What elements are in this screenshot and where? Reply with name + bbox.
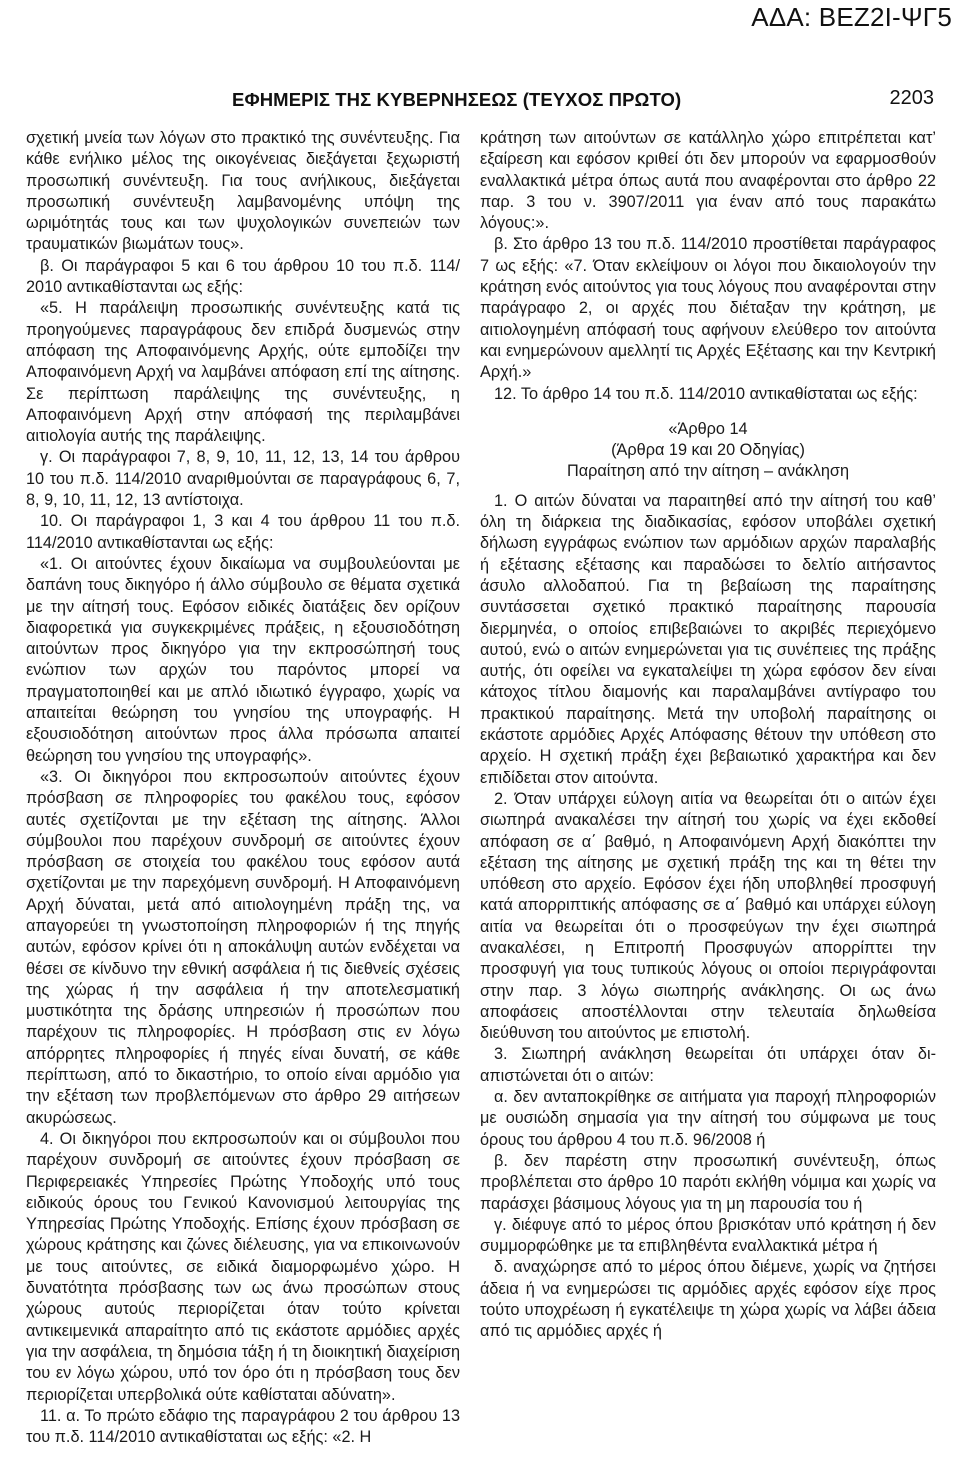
paragraph: σχετική μνεία των λόγων στο πρακτικό της συνέντευξης. Για κάθε ενήλικο μέλος της οικογένειας διεξάγεται ξεχωριστή προσωπική συνέντευξη. Για τους ανήλικους, διεξάγεται προσωπική συνέντευξη λαμβανομένης υπόψη της ωριμότητάς τους και των ψυχολογικών συνεπειών των τραυματικών βιωμάτων τους». (26, 129, 460, 254)
paragraph: γ. διέφυγε από το μέρος όπου βρισκόταν υπό κράτηση ή δεν συμμορφώθηκε με τα επιβληθέντα εναλλακτικά μέτρα ή (480, 1215, 936, 1256)
paragraph: β. Οι παράγραφοι 5 και 6 του άρθρου 10 του π.δ. 114/ 2010 αντικαθίστανται ως εξής: (26, 256, 460, 297)
header-title: ΕΦΗΜΕΡΙΣ ΤΗΣ ΚΥΒΕΡΝΗΣΕΩΣ (ΤΕΥΧΟΣ ΠΡΩΤΟ) (232, 89, 682, 110)
gazette-header (0, 89, 960, 117)
article-heading: «Άρθρο 14 (668, 419, 748, 438)
paragraph: 10. Οι παράγραφοι 1, 3 και 4 του άρθρου 11 του π.δ. 114/2010 αντικαθίστανται ως εξής: (26, 512, 460, 552)
paragraph: 1. Ο αιτών δύναται να παραιτηθεί από την αίτησή του καθ’ όλη τη διάρκεια της διαδικασίας, εφόσον υποβάλει σχετική δήλωση εγγράφως ενώπιον των αρμόδιων αρχών παραλαβής ή εξέτασης εξέτασης και παραδώσει το δελτίο αιτήσαντος άσυλο αλλοδαπού. Για τη βεβαίωση της παραίτησης συντάσσεται σχετικό πρακτικό παραίτησης παρουσία διερμηνέα, ο οποίος επιβεβαιώνει το ακριβές περιεχόμενο αυτού, ενώ ο αιτών ενημερώνεται για τις συνέπειες της πράξης αυτής, ότι οφείλει να εγκαταλείψει τη χώρα εφόσον δεν είναι κάτοχος τίτλου διαμονής και παραλαμβάνει αντίγραφο του πρακτικού παραίτησης. Μετά την υποβολή παραίτησης οι εκάστοτε αρμόδιες Αρχές Απόφασης θέτουν την υπόθεση στο αρχείο. Η σχετική πράξη έχει βεβαιωτικό χαρακτήρα και δεν επιδίδεται στον αιτούντα. (480, 491, 936, 787)
spacer (480, 483, 936, 491)
paragraph: β. Στο άρθρο 13 του π.δ. 114/2010 προστίθεται παράγραφος 7 ως εξής: «7. Όταν εκλείψουν οι λόγοι που δικαιολογούν την κράτηση ενός αιτούντος για τους λόγους που αναφέρονται στην παράγραφο 2, οι αρχές που διέταξαν την κράτηση, με αιτιολογημένη απόφασή τους αφήνουν ελεύθερο τον αιτούντα και ενημερώνουν αμελλητί τις Αρχές Εξέτασης και την Κεντρική Αρχή.» (480, 235, 936, 382)
ada-code: ΑΔΑ: ΒΕΖ2Ι-ΨΓ5 (751, 2, 952, 32)
article-subheading: (Άρθρα 19 και 20 Οδηγίας) (611, 441, 805, 460)
paragraph: κράτηση των αιτούντων σε κατάλληλο χώρο επιτρέπεται κατ’ εξαίρεση και εφόσον κριθεί ότι δεν μπορούν να εφαρμοσθούν εναλλακτικά μέτρα όπως αυτά που αναφέρονται στο άρθρο 22 παρ. 3 του ν. 3907/2011 για έναν από τους παρακάτω λόγους:». (480, 129, 936, 233)
paragraph: 2. Όταν υπάρχει εύλογη αιτία να θεωρείται ότι ο αιτών έχει σιωπηρά ανακαλέσει την αίτησή του χωρίς να έχει εκδοθεί απόφαση σε α΄ βαθμό, η Αποφαινόμενη Αρχή διακόπτει την εξέταση της αίτησης με σχετική πράξη της και τη θέτει την υπόθεση στο αρχείο. Εφόσον έχει ήδη υποβληθεί προσφυγή κατά απορριπτικής απόφασης σε α΄ βαθμό και υπάρχει εύλογη αιτία να θεωρείται ότι ο προσφεύγων την έχει σιωπηρά ανακαλέσει, η Επιτροπή Προσφυγών απορρίπτει την προσφυγή για τους τυπικούς λόγους οι οποίοι περιγράφονται στην παρ. 3 λόγω σιωπηρής ανάκλησης. Οι ως άνω αποφάσεις αποστέλλονται στην τελευταία δηλωθείσα διεύθυνση του αιτούντος με επιστολή. (480, 789, 936, 1043)
spacer (480, 405, 936, 419)
right-column (480, 128, 936, 1343)
paragraph: «5. Η παράλειψη προσωπικής συνέντευξης κατά τις προηγούμενες παραγράφους δεν επιδρά δυσμενώς στην απόφαση της Αποφαινόμενης Αρχής, ούτε εμποδίζει την Αποφαινόμενη Αρχή να λαμβάνει απόφαση επί της αίτησης. Σε περίπτωση παράλειψης της συνέντευξης, η Αποφαινόμενη Αρχή στην απόφασή της περιλαμβάνει αιτιολογία αυτής της παράλειψης. (26, 299, 460, 446)
paragraph: 3. Σιωπηρή ανάκληση θεωρείται ότι υπάρχει όταν διαπιστώνεται ότι ο αιτών: (480, 1045, 936, 1085)
paragraph: δ. αναχώρησε από το μέρος όπου διέμενε, χωρίς να ζητήσει άδεια ή να ενημερώσει τις αρμόδιες αρχές εφόσον είχε προς τούτο υποχρέωση ή εγκατέλειψε τη χώρα χωρίς να λάβει άδεια από τις αρμόδιες αρχές ή (480, 1258, 936, 1341)
page-number: 2203 (889, 87, 934, 109)
paragraph: 12. Το άρθρο 14 του π.δ. 114/2010 αντικαθίσταται ως εξής: (494, 384, 918, 403)
paragraph: «1. Οι αιτούντες έχουν δικαίωμα να συμβουλεύονται με δαπάνη τους δικηγόρο ή άλλο σύμβουλο σε θέματα σχετικά με την αίτησή τους. Εφόσον ειδικές διατάξεις δεν ορίζουν διαφορετικά για συγκεκριμένες πράξεις, η εξουσιοδότηση αιτούντων προς δικηγόρο για την εκπροσώπησή τους ενώπιον των αρχών του παρόντος μπορεί να πραγματοποιηθεί και με απλό ιδιωτικό έγγραφο, χωρίς να απαιτείται θεώρηση του γνησίου της υπογραφής. Η εξουσιοδότηση αιτούντων προς άλλα πρόσωπα απαιτεί θεώρηση του γνησίου της υπογραφής». (26, 554, 460, 765)
paragraph: γ. Οι παράγραφοι 7, 8, 9, 10, 11, 12, 13, 14 του άρθρου 10 του π.δ. 114/2010 αναριθμούνται σε παραγράφους 6, 7, 8, 9, 10, 11, 12, 13 αντίστοιχα. (26, 448, 460, 510)
paragraph: 4. Οι δικηγόροι που εκπροσωπούν και οι σύμβουλοι που παρέχουν συνδρομή σε αιτούντες έχουν πρόσβαση σε Περιφερειακές Υπηρεσίες Πρώτης Υποδοχής υπό τους ειδικούς όρους του Γενικού Κανονισμού λειτουργίας της Υπηρεσίας Πρώτης Υποδοχής. Επίσης έχουν πρόσβαση σε χώρους κράτησης και ζώνες διέλευσης, για να επικοινωνούν με τους αιτούντες, σε ειδικά διαμορφωμένο χώρο. Η δυνατότητα πρόσβασης των ως άνω προσώπων στους χώρους αυτούς περιορίζεται όταν τούτο κρίνεται αντικειμενικά απαραίτητο από τις εκάστοτε αρμόδιες αρχές για την ασφάλεια, τη δημόσια τάξη ή τη διοικητική διαχείριση του εν λόγω χώρου, υπό τον όρο ότι η πρόσβαση τους δεν περιορίζεται υπερβολικά ούτε καθίσταται αδύνατη». (26, 1129, 460, 1404)
paragraph: «3. Οι δικηγόροι που εκπροσωπούν αιτούντες έχουν πρόσβαση σε πληροφορίες του φακέλου τους, εφόσον αυτές σχετίζονται με την εξέταση της αίτησης. Άλλοι σύμβουλοι που παρέχουν συνδρομή σε αιτούντες έχουν πρόσβαση σε στοιχεία του φακέλου τους εφόσον αυτά σχετίζονται με την παρεχόμενη συνδρομή. Η Αποφαινόμενη Αρχή δύναται, μετά από αιτιολογημένη πράξη της, να απαγορεύει τη γνωστοποίηση πληροφοριών ή της πηγής αυτών, εφόσον κρίνει ότι η αποκάλυψη αυτών ενδέχεται να θέσει σε κίνδυνο την εθνική ασφάλεια ή τις διεθνείς σχέσεις της χώρας ή την ασφάλεια ή την αποτελεσματική μυστικότητα της δράσης υπηρεσιών ή προσώπων που παρέχουν τις πληροφορίες. Η πρόσβαση στις εν λόγω απόρρητες πληροφορίες ή πηγές είναι δυνατή, σε κάθε περίπτωση, από το δικαστήριο, το οποίο είναι αρμόδιο για την εξέταση των προβλεπόμενων στο άρθρο 29 αιτήσεων ακυρώσεως. (26, 767, 460, 1127)
left-column (26, 128, 460, 1448)
article-title: Παραίτηση από την αίτηση – ανάκληση (566, 462, 850, 481)
paragraph: 11. α. Το πρώτο εδάφιο της παραγράφου 2 του άρθρου 13 του π.δ. 114/2010 αντικαθίσταται ως εξής: «2. Η (26, 1406, 460, 1447)
paragraph: α. δεν ανταποκρίθηκε σε αιτήματα για παροχή πληροφοριών με ουσιώδη σημασία για την αίτησή του σύμφωνα με τους όρους του άρθρου 4 του π.δ. 96/2008 ή (480, 1088, 936, 1149)
paragraph: β. δεν παρέστη στην προσωπική συνέντευξη, όπως προβλέπεται στο άρθρο 10 παρότι εκλήθη νόμιμα και χωρίς να παράσχει βάσιμους λόγους για τη μη παρουσία του ή (480, 1151, 936, 1213)
